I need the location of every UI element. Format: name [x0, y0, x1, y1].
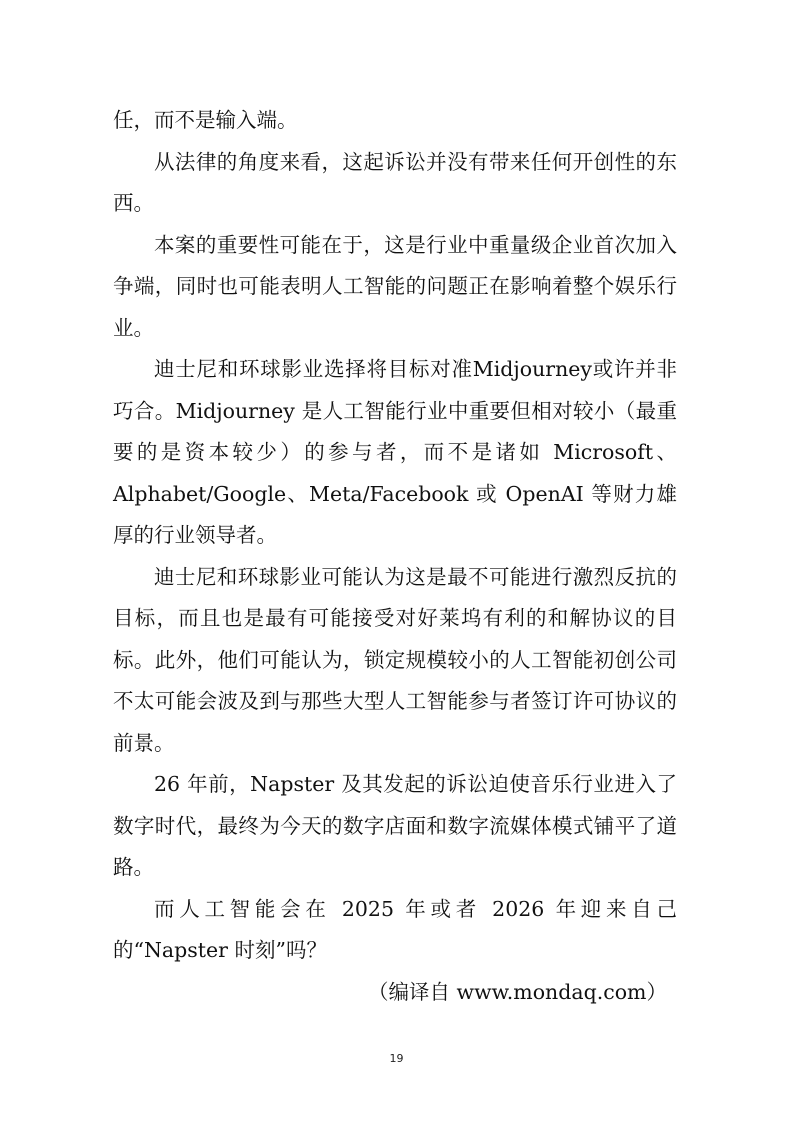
- source-attribution: （编译自 www.mondaq.com）: [368, 979, 667, 1004]
- paragraph-legal-view: 从法律的角度来看，这起诉讼并没有带来任何开创性的东西。: [113, 149, 677, 215]
- paragraph-midjourney-target: 迪士尼和环球影业选择将目标对准Midjourney或许并非巧合。Midjourney 是人工智能行业中重要但相对较小（最重要的是资本较少）的参与者，而不是诸如 Microsoft、Alphabet/Google、Meta/Facebook 或 OpenAI 等财力雄厚的行业领导者。: [113, 357, 677, 547]
- paragraph-significance: 本案的重要性可能在于，这是行业中重量级企业首次加入争端，同时也可能表明人工智能的问题正在影响着整个娱乐行业。: [113, 232, 677, 340]
- page-number: 19: [389, 1052, 404, 1065]
- article-body: [113, 100, 677, 1013]
- paragraph-napster-history: 26 年前，Napster 及其发起的诉讼迫使音乐行业进入了数字时代，最终为今天的数字店面和数字流媒体模式铺平了道路。: [113, 772, 677, 879]
- paragraph-settlement: 迪士尼和环球影业可能认为这是最不可能进行激烈反抗的目标，而且也是最有可能接受对好莱坞有利的和解协议的目标。此外，他们可能认为，锁定规模较小的人工智能初创公司不太可能会波及到与那些大型人工智能参与者签订许可协议的前景。: [113, 564, 677, 755]
- paragraph-napster-moment: 而人工智能会在 2025 年或者 2026 年迎来自己的“Napster 时刻”吗？: [113, 896, 677, 962]
- paragraph-continuation: 任，而不是输入端。: [113, 108, 298, 132]
